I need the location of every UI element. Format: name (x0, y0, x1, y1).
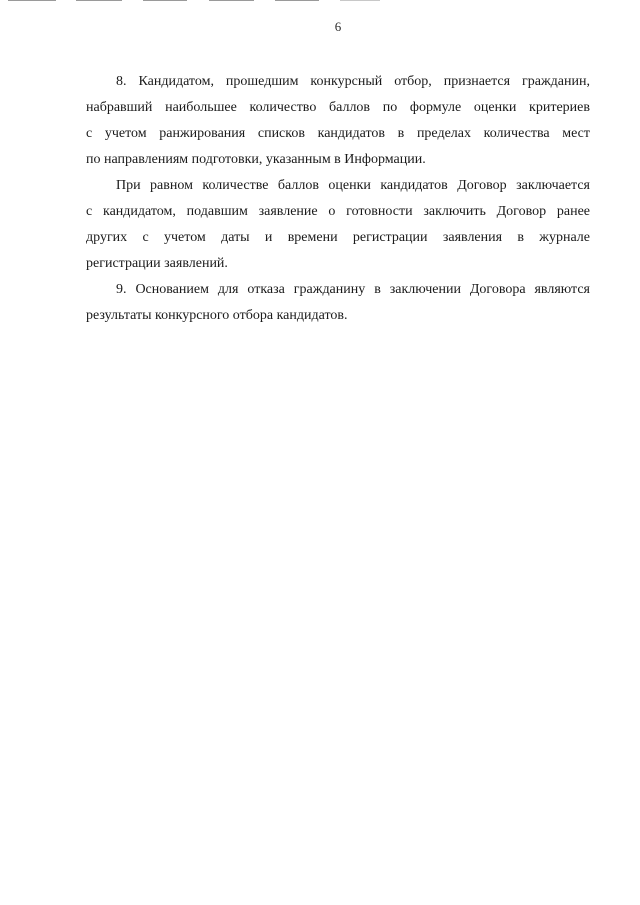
document-body (86, 69, 590, 329)
text-line: с учетом ранжирования списков кандидатов в пределах количества мест (86, 126, 590, 141)
text-line: по направлениям подготовки, указанным в Информации. (86, 152, 426, 167)
scan-edge-mark (76, 0, 122, 1)
text-line: регистрации заявлений. (86, 256, 228, 271)
scan-edge-mark (8, 0, 56, 1)
paragraph-8 (86, 69, 590, 173)
scan-edge-mark (340, 0, 380, 1)
page-number: 6 (334, 19, 342, 34)
text-line: При равном количестве баллов оценки кандидатов Договор заключается (116, 178, 590, 193)
scan-edge-mark (143, 0, 187, 1)
paragraph-8-continued (86, 173, 590, 277)
scan-edge-mark (209, 0, 254, 1)
text-line: других с учетом даты и времени регистрации заявления в журнале (86, 230, 590, 245)
text-line: 8. Кандидатом, прошедшим конкурсный отбор, признается гражданин, (116, 74, 590, 89)
scan-edge-mark (275, 0, 319, 1)
text-line: набравший наибольшее количество баллов по формуле оценки критериев (86, 100, 590, 115)
text-line: с кандидатом, подавшим заявление о готовности заключить Договор ранее (86, 204, 590, 219)
text-line: 9. Основанием для отказа гражданину в заключении Договора являются (116, 282, 590, 297)
text-line: результаты конкурсного отбора кандидатов. (86, 308, 348, 323)
paragraph-9 (86, 277, 590, 329)
